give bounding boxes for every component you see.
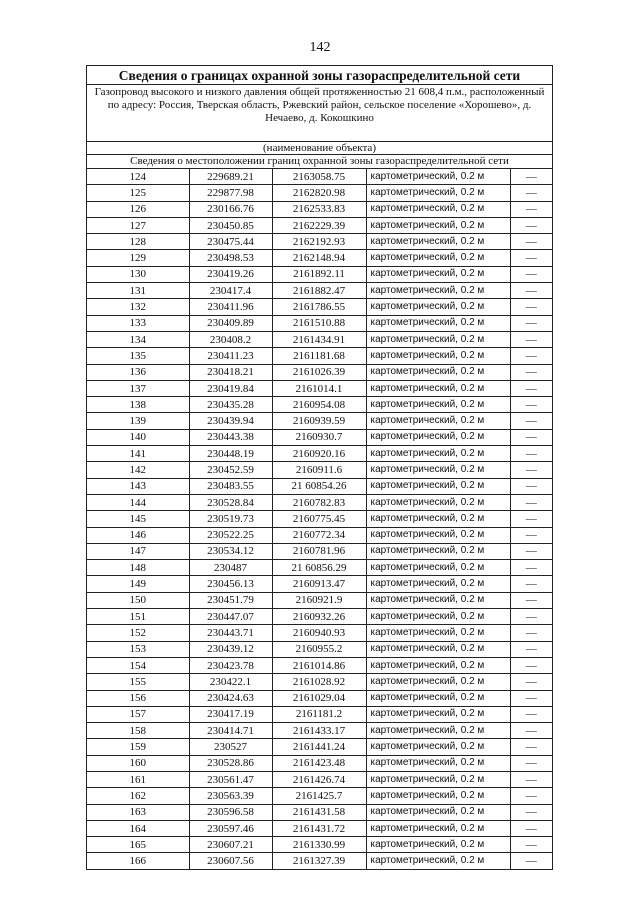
- coord-y-cell: 2161426.74: [272, 771, 366, 787]
- table-row: [87, 478, 552, 494]
- point-description-cell: —: [510, 185, 552, 201]
- coord-x-cell: 230417.19: [189, 706, 272, 722]
- point-description-cell: —: [510, 266, 552, 282]
- point-description-cell: —: [510, 723, 552, 739]
- coord-y-cell: 2161434.91: [272, 331, 366, 347]
- point-description-cell: —: [510, 494, 552, 510]
- coord-x-cell: 230563.39: [189, 788, 272, 804]
- table-row: [87, 837, 552, 853]
- coord-y-cell: 2163058.75: [272, 169, 366, 185]
- coord-y-cell: 2161882.47: [272, 283, 366, 299]
- coord-x-cell: 230411.96: [189, 299, 272, 315]
- point-number-cell: 155: [87, 674, 189, 690]
- coord-x-cell: 230498.53: [189, 250, 272, 266]
- point-description-cell: —: [510, 771, 552, 787]
- coord-y-cell: 2160920.16: [272, 446, 366, 462]
- point-description-cell: —: [510, 462, 552, 478]
- method-accuracy-cell: картометрический, 0.2 м: [366, 837, 510, 853]
- point-number-cell: 126: [87, 201, 189, 217]
- point-description-cell: —: [510, 543, 552, 559]
- coordinates-table: [87, 169, 552, 869]
- point-description-cell: —: [510, 397, 552, 413]
- coord-y-cell: 2161029.04: [272, 690, 366, 706]
- coord-x-cell: 230519.73: [189, 511, 272, 527]
- table-row: [87, 429, 552, 445]
- coord-y-cell: 2161327.39: [272, 853, 366, 869]
- table-row: [87, 266, 552, 282]
- coord-x-cell: 230483.55: [189, 478, 272, 494]
- coord-y-cell: 2160940.93: [272, 625, 366, 641]
- point-number-cell: 160: [87, 755, 189, 771]
- coord-x-cell: 229877.98: [189, 185, 272, 201]
- coord-x-cell: 230414.71: [189, 723, 272, 739]
- point-number-cell: 166: [87, 853, 189, 869]
- point-number-cell: 146: [87, 527, 189, 543]
- point-description-cell: —: [510, 625, 552, 641]
- method-accuracy-cell: картометрический, 0.2 м: [366, 266, 510, 282]
- point-number-cell: 139: [87, 413, 189, 429]
- point-number-cell: 145: [87, 511, 189, 527]
- method-accuracy-cell: картометрический, 0.2 м: [366, 201, 510, 217]
- coord-y-cell: 2160954.08: [272, 397, 366, 413]
- coord-y-cell: 2161026.39: [272, 364, 366, 380]
- coordinates-table-body: [87, 169, 552, 869]
- method-accuracy-cell: картометрический, 0.2 м: [366, 723, 510, 739]
- table-row: [87, 217, 552, 233]
- method-accuracy-cell: картометрический, 0.2 м: [366, 576, 510, 592]
- point-number-cell: 130: [87, 266, 189, 282]
- coord-x-cell: 230596.58: [189, 804, 272, 820]
- method-accuracy-cell: картометрический, 0.2 м: [366, 560, 510, 576]
- table-row: [87, 348, 552, 364]
- method-accuracy-cell: картометрический, 0.2 м: [366, 592, 510, 608]
- point-description-cell: —: [510, 364, 552, 380]
- method-accuracy-cell: картометрический, 0.2 м: [366, 657, 510, 673]
- coord-y-cell: 2161014.86: [272, 657, 366, 673]
- point-description-cell: —: [510, 804, 552, 820]
- point-number-cell: 156: [87, 690, 189, 706]
- point-number-cell: 124: [87, 169, 189, 185]
- point-number-cell: 125: [87, 185, 189, 201]
- table-row: [87, 804, 552, 820]
- table-row: [87, 315, 552, 331]
- table-row: [87, 576, 552, 592]
- table-row: [87, 853, 552, 869]
- coord-y-cell: 2161431.72: [272, 820, 366, 836]
- coord-y-cell: 2160955.2: [272, 641, 366, 657]
- coord-y-cell: 2161425.7: [272, 788, 366, 804]
- coord-y-cell: 2160911.6: [272, 462, 366, 478]
- coord-x-cell: 230597.46: [189, 820, 272, 836]
- coord-y-cell: 2161510.88: [272, 315, 366, 331]
- coord-x-cell: 230607.21: [189, 837, 272, 853]
- point-number-cell: 150: [87, 592, 189, 608]
- table-row: [87, 771, 552, 787]
- coord-x-cell: 230528.86: [189, 755, 272, 771]
- coord-y-cell: 2161181.2: [272, 706, 366, 722]
- table-row: [87, 446, 552, 462]
- coord-x-cell: 230487: [189, 560, 272, 576]
- zone-boundary-document: [86, 65, 553, 870]
- point-description-cell: —: [510, 706, 552, 722]
- coord-x-cell: 230447.07: [189, 609, 272, 625]
- point-description-cell: —: [510, 429, 552, 445]
- point-description-cell: —: [510, 217, 552, 233]
- table-row: [87, 299, 552, 315]
- table-row: [87, 560, 552, 576]
- table-row: [87, 755, 552, 771]
- coord-y-cell: 2162192.93: [272, 234, 366, 250]
- method-accuracy-cell: картометрический, 0.2 м: [366, 609, 510, 625]
- method-accuracy-cell: картометрический, 0.2 м: [366, 674, 510, 690]
- method-accuracy-cell: картометрический, 0.2 м: [366, 217, 510, 233]
- coord-y-cell: 2162229.39: [272, 217, 366, 233]
- coord-x-cell: 229689.21: [189, 169, 272, 185]
- table-row: [87, 690, 552, 706]
- point-description-cell: —: [510, 446, 552, 462]
- point-number-cell: 144: [87, 494, 189, 510]
- method-accuracy-cell: картометрический, 0.2 м: [366, 771, 510, 787]
- point-number-cell: 131: [87, 283, 189, 299]
- point-number-cell: 157: [87, 706, 189, 722]
- object-name-label: (наименование объекта): [87, 141, 552, 155]
- coord-x-cell: 230443.38: [189, 429, 272, 445]
- coord-y-cell: 2160939.59: [272, 413, 366, 429]
- point-description-cell: —: [510, 283, 552, 299]
- point-number-cell: 136: [87, 364, 189, 380]
- object-description: Газопровод высокого и низкого давления общей протяженностью 21 608,4 п.м., расположенный по адресу: Россия, Тверская область, Ржевский район, сельское поселение «Хорошево», д. Нечаево, д. Кокошкино: [94, 86, 545, 124]
- point-number-cell: 142: [87, 462, 189, 478]
- table-row: [87, 397, 552, 413]
- coord-x-cell: 230443.71: [189, 625, 272, 641]
- table-row: [87, 820, 552, 836]
- method-accuracy-cell: картометрический, 0.2 м: [366, 641, 510, 657]
- table-row: [87, 250, 552, 266]
- page-number: 142: [309, 40, 331, 55]
- coord-y-cell: 2160781.96: [272, 543, 366, 559]
- method-accuracy-cell: картометрический, 0.2 м: [366, 462, 510, 478]
- point-description-cell: —: [510, 315, 552, 331]
- coord-x-cell: 230418.21: [189, 364, 272, 380]
- point-description-cell: —: [510, 527, 552, 543]
- point-description-cell: —: [510, 201, 552, 217]
- coord-x-cell: 230419.84: [189, 380, 272, 396]
- method-accuracy-cell: картометрический, 0.2 м: [366, 706, 510, 722]
- point-description-cell: —: [510, 250, 552, 266]
- point-number-cell: 153: [87, 641, 189, 657]
- table-row: [87, 674, 552, 690]
- method-accuracy-cell: картометрический, 0.2 м: [366, 234, 510, 250]
- method-accuracy-cell: картометрический, 0.2 м: [366, 315, 510, 331]
- method-accuracy-cell: картометрический, 0.2 м: [366, 397, 510, 413]
- table-row: [87, 462, 552, 478]
- coord-x-cell: 230411.23: [189, 348, 272, 364]
- coord-x-cell: 230409.89: [189, 315, 272, 331]
- method-accuracy-cell: картометрический, 0.2 м: [366, 755, 510, 771]
- point-number-cell: 158: [87, 723, 189, 739]
- point-description-cell: —: [510, 837, 552, 853]
- coord-y-cell: 2161433.17: [272, 723, 366, 739]
- point-number-cell: 133: [87, 315, 189, 331]
- method-accuracy-cell: картометрический, 0.2 м: [366, 185, 510, 201]
- coord-y-cell: 21 60854.26: [272, 478, 366, 494]
- point-number-cell: 152: [87, 625, 189, 641]
- method-accuracy-cell: картометрический, 0.2 м: [366, 853, 510, 869]
- table-row: [87, 739, 552, 755]
- point-number-cell: 149: [87, 576, 189, 592]
- point-description-cell: —: [510, 641, 552, 657]
- point-description-cell: —: [510, 820, 552, 836]
- point-description-cell: —: [510, 788, 552, 804]
- point-number-cell: 138: [87, 397, 189, 413]
- point-number-cell: 148: [87, 560, 189, 576]
- coord-x-cell: 230528.84: [189, 494, 272, 510]
- coord-x-cell: 230424.63: [189, 690, 272, 706]
- point-number-cell: 165: [87, 837, 189, 853]
- point-description-cell: —: [510, 592, 552, 608]
- coord-x-cell: 230448.19: [189, 446, 272, 462]
- coord-y-cell: 2161441.24: [272, 739, 366, 755]
- point-description-cell: —: [510, 674, 552, 690]
- coord-y-cell: 2161431.58: [272, 804, 366, 820]
- point-number-cell: 140: [87, 429, 189, 445]
- method-accuracy-cell: картометрический, 0.2 м: [366, 739, 510, 755]
- coord-x-cell: 230456.13: [189, 576, 272, 592]
- table-row: [87, 723, 552, 739]
- method-accuracy-cell: картометрический, 0.2 м: [366, 527, 510, 543]
- method-accuracy-cell: картометрический, 0.2 м: [366, 511, 510, 527]
- coord-x-cell: 230439.94: [189, 413, 272, 429]
- coord-x-cell: 230607.56: [189, 853, 272, 869]
- method-accuracy-cell: картометрический, 0.2 м: [366, 429, 510, 445]
- method-accuracy-cell: картометрический, 0.2 м: [366, 250, 510, 266]
- point-number-cell: 151: [87, 609, 189, 625]
- point-number-cell: 162: [87, 788, 189, 804]
- point-description-cell: —: [510, 413, 552, 429]
- coord-y-cell: 2162533.83: [272, 201, 366, 217]
- coord-y-cell: 2160775.45: [272, 511, 366, 527]
- table-row: [87, 331, 552, 347]
- coord-y-cell: 2161330.99: [272, 837, 366, 853]
- point-description-cell: —: [510, 576, 552, 592]
- method-accuracy-cell: картометрический, 0.2 м: [366, 804, 510, 820]
- point-number-cell: 154: [87, 657, 189, 673]
- coord-y-cell: 2161028.92: [272, 674, 366, 690]
- table-row: [87, 625, 552, 641]
- coord-x-cell: 230439.12: [189, 641, 272, 657]
- method-accuracy-cell: картометрический, 0.2 м: [366, 446, 510, 462]
- coord-y-cell: 2161892.11: [272, 266, 366, 282]
- point-description-cell: —: [510, 755, 552, 771]
- point-description-cell: —: [510, 609, 552, 625]
- coord-y-cell: 2160930.7: [272, 429, 366, 445]
- table-row: [87, 494, 552, 510]
- point-number-cell: 135: [87, 348, 189, 364]
- coord-x-cell: 230522.25: [189, 527, 272, 543]
- point-number-cell: 161: [87, 771, 189, 787]
- table-row: [87, 413, 552, 429]
- document-title: Сведения о границах охранной зоны газораспределительной сети: [87, 66, 552, 85]
- table-row: [87, 169, 552, 185]
- method-accuracy-cell: картометрический, 0.2 м: [366, 788, 510, 804]
- coord-x-cell: 230423.78: [189, 657, 272, 673]
- method-accuracy-cell: картометрический, 0.2 м: [366, 348, 510, 364]
- coord-x-cell: 230450.85: [189, 217, 272, 233]
- point-description-cell: —: [510, 690, 552, 706]
- point-number-cell: 159: [87, 739, 189, 755]
- table-row: [87, 511, 552, 527]
- method-accuracy-cell: картометрический, 0.2 м: [366, 625, 510, 641]
- method-accuracy-cell: картометрический, 0.2 м: [366, 494, 510, 510]
- point-description-cell: —: [510, 478, 552, 494]
- method-accuracy-cell: картометрический, 0.2 м: [366, 169, 510, 185]
- coord-y-cell: 2161786.55: [272, 299, 366, 315]
- point-description-cell: —: [510, 657, 552, 673]
- point-number-cell: 143: [87, 478, 189, 494]
- point-description-cell: —: [510, 234, 552, 250]
- point-number-cell: 141: [87, 446, 189, 462]
- method-accuracy-cell: картометрический, 0.2 м: [366, 331, 510, 347]
- method-accuracy-cell: картометрический, 0.2 м: [366, 478, 510, 494]
- coord-y-cell: 2161423.48: [272, 755, 366, 771]
- coord-x-cell: 230422.1: [189, 674, 272, 690]
- point-description-cell: —: [510, 348, 552, 364]
- method-accuracy-cell: картометрический, 0.2 м: [366, 380, 510, 396]
- coord-x-cell: 230452.59: [189, 462, 272, 478]
- table-row: [87, 185, 552, 201]
- coord-y-cell: 2160921.9: [272, 592, 366, 608]
- table-row: [87, 706, 552, 722]
- point-description-cell: —: [510, 511, 552, 527]
- coord-x-cell: 230451.79: [189, 592, 272, 608]
- coord-x-cell: 230419.26: [189, 266, 272, 282]
- coord-y-cell: 2160782.83: [272, 494, 366, 510]
- coord-y-cell: 2160772.34: [272, 527, 366, 543]
- point-number-cell: 129: [87, 250, 189, 266]
- coord-y-cell: 2160913.47: [272, 576, 366, 592]
- coord-x-cell: 230166.76: [189, 201, 272, 217]
- method-accuracy-cell: картометрический, 0.2 м: [366, 283, 510, 299]
- point-number-cell: 164: [87, 820, 189, 836]
- point-description-cell: —: [510, 560, 552, 576]
- table-row: [87, 609, 552, 625]
- coord-x-cell: 230534.12: [189, 543, 272, 559]
- method-accuracy-cell: картометрический, 0.2 м: [366, 543, 510, 559]
- coord-y-cell: 21 60856.29: [272, 560, 366, 576]
- point-number-cell: 128: [87, 234, 189, 250]
- method-accuracy-cell: картометрический, 0.2 м: [366, 690, 510, 706]
- coord-x-cell: 230435.28: [189, 397, 272, 413]
- table-row: [87, 788, 552, 804]
- coord-y-cell: 2161014.1: [272, 380, 366, 396]
- table-row: [87, 657, 552, 673]
- method-accuracy-cell: картометрический, 0.2 м: [366, 413, 510, 429]
- coord-y-cell: 2162148.94: [272, 250, 366, 266]
- location-header: Сведения о местоположении границ охранной зоны газораспределительной сети: [87, 155, 552, 169]
- method-accuracy-cell: картометрический, 0.2 м: [366, 820, 510, 836]
- coord-x-cell: 230408.2: [189, 331, 272, 347]
- point-description-cell: —: [510, 380, 552, 396]
- table-row: [87, 283, 552, 299]
- table-row: [87, 592, 552, 608]
- coord-y-cell: 2162820.98: [272, 185, 366, 201]
- point-number-cell: 137: [87, 380, 189, 396]
- coord-x-cell: 230561.47: [189, 771, 272, 787]
- point-number-cell: 147: [87, 543, 189, 559]
- coord-x-cell: 230527: [189, 739, 272, 755]
- table-row: [87, 201, 552, 217]
- method-accuracy-cell: картометрический, 0.2 м: [366, 299, 510, 315]
- coord-x-cell: 230417.4: [189, 283, 272, 299]
- coord-x-cell: 230475.44: [189, 234, 272, 250]
- point-number-cell: 134: [87, 331, 189, 347]
- point-number-cell: 163: [87, 804, 189, 820]
- point-number-cell: 127: [87, 217, 189, 233]
- point-description-cell: —: [510, 331, 552, 347]
- point-number-cell: 132: [87, 299, 189, 315]
- table-row: [87, 641, 552, 657]
- coord-y-cell: 2160932.26: [272, 609, 366, 625]
- method-accuracy-cell: картометрический, 0.2 м: [366, 364, 510, 380]
- table-row: [87, 543, 552, 559]
- point-description-cell: —: [510, 169, 552, 185]
- coord-y-cell: 2161181.68: [272, 348, 366, 364]
- point-description-cell: —: [510, 853, 552, 869]
- table-row: [87, 234, 552, 250]
- point-description-cell: —: [510, 299, 552, 315]
- table-row: [87, 364, 552, 380]
- point-description-cell: —: [510, 739, 552, 755]
- table-row: [87, 380, 552, 396]
- table-row: [87, 527, 552, 543]
